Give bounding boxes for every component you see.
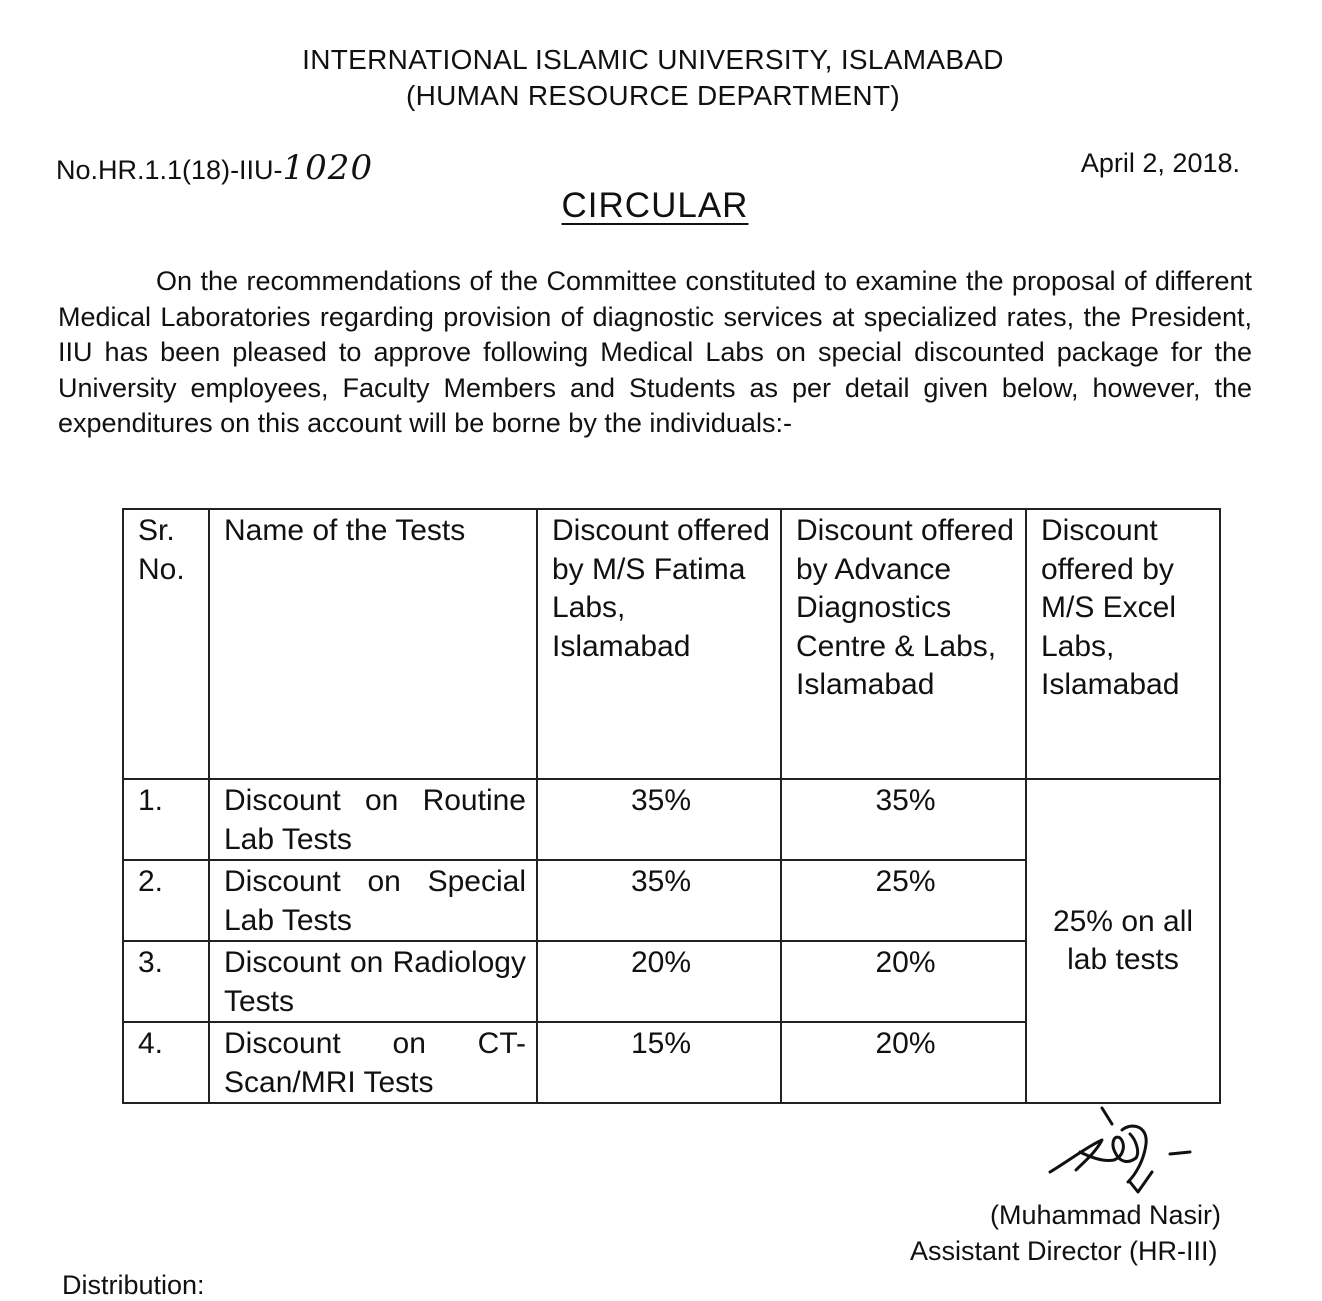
row-lab2-discount: 35% [781, 779, 1026, 860]
distribution-label: Distribution: [62, 1270, 205, 1300]
header-sr-no: Sr. No. [123, 509, 209, 779]
document-title-text: CIRCULAR [561, 186, 749, 225]
reference-prefix: No.HR.1.1(18)-IIU- [56, 155, 283, 185]
lab3-all-discount: 25% on all lab tests [1026, 779, 1220, 1103]
signatory-name: (Muhammad Nasir) [990, 1200, 1222, 1230]
row-lab1-discount: 15% [537, 1022, 781, 1103]
row-lab2-discount: 20% [781, 1022, 1026, 1103]
row-test-name: Discount on CT-Scan/MRI Tests [209, 1022, 537, 1103]
table-header-row [123, 509, 1220, 779]
row-lab1-discount: 35% [537, 779, 781, 860]
row-sr: 2. [123, 860, 209, 941]
row-test-name: Discount on Special Lab Tests [209, 860, 537, 941]
row-test-name: Discount on Radiology Tests [209, 941, 537, 1022]
document-title [0, 186, 1310, 226]
row-sr: 1. [123, 779, 209, 860]
row-lab2-discount: 20% [781, 941, 1026, 1022]
row-sr: 4. [123, 1022, 209, 1103]
org-name: INTERNATIONAL ISLAMIC UNIVERSITY, ISLAMABAD [302, 44, 1004, 75]
discount-table [122, 508, 1221, 1104]
row-sr: 3. [123, 941, 209, 1022]
body-paragraph: On the recommendations of the Committee constituted to examine the proposal of different Medical Laboratories regarding provision of diagnostic services at specialized rates, the President, IIU has been pleased to approve following Medical Labs on special discounted package for the University employees, Faculty Members and Students as per detail given below, however, the expenditures on this account will be borne by the individuals:- [58, 266, 1252, 438]
row-lab1-discount: 20% [537, 941, 781, 1022]
department-name: (HUMAN RESOURCE DEPARTMENT) [406, 80, 900, 111]
header-lab-fatima: Discount offered by M/S Fatima Labs, Islamabad [537, 509, 781, 779]
signatory-designation: Assistant Director (HR-III) [910, 1236, 1218, 1266]
row-lab1-discount: 35% [537, 860, 781, 941]
header-lab-excel: Discount offered by M/S Excel Labs, Islamabad [1026, 509, 1220, 779]
header-lab-advance: Discount offered by Advance Diagnostics Centre & Labs, Islamabad [781, 509, 1026, 779]
handwritten-reference-number: 1020 [282, 148, 374, 188]
row-test-name: Discount on Routine Lab Tests [209, 779, 537, 860]
row-lab2-discount: 25% [781, 860, 1026, 941]
header-test-name: Name of the Tests [209, 509, 537, 779]
table-row [123, 779, 1220, 860]
signature-mark [1040, 1100, 1210, 1200]
document-date: April 2, 2018. [1080, 148, 1240, 178]
reference-number [56, 148, 373, 188]
